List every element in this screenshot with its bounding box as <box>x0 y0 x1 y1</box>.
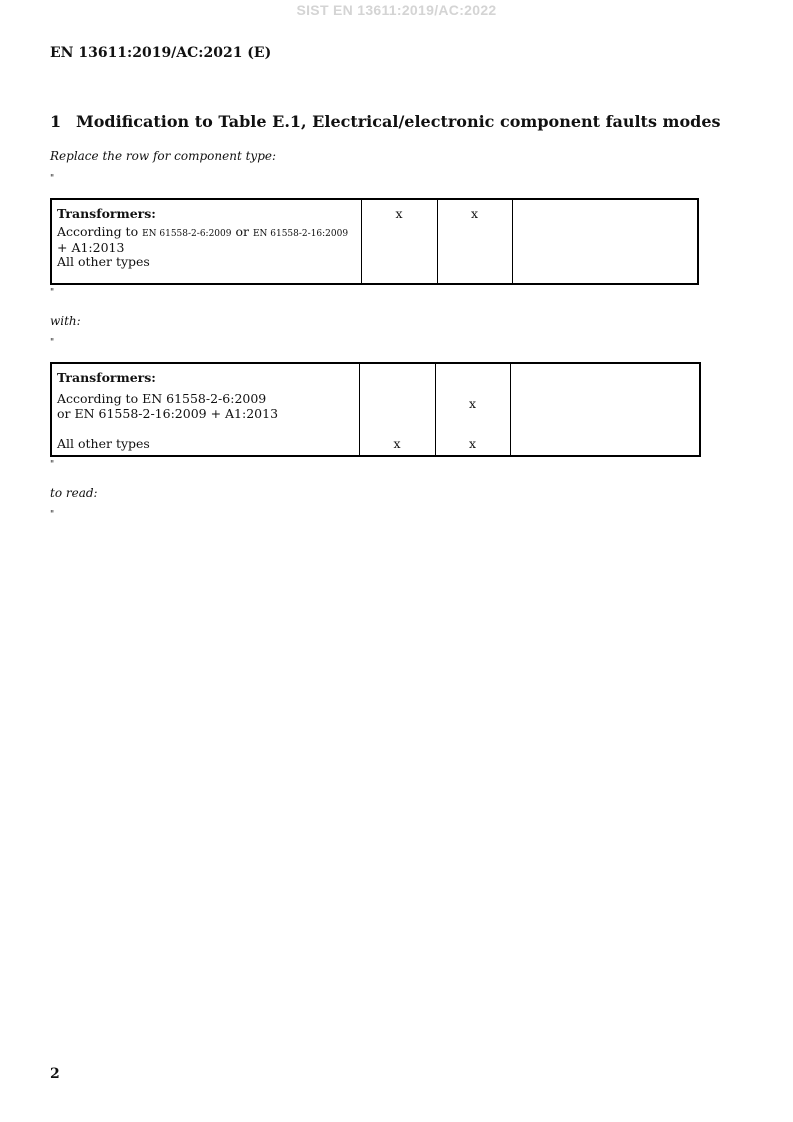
section-heading <box>50 112 721 131</box>
table2-header: Transformers: <box>57 370 156 385</box>
table1-component-cell <box>51 199 361 284</box>
table2-other-cell <box>51 433 359 456</box>
section-number: 1 <box>50 112 62 131</box>
table1-col3-mark: x <box>470 206 479 221</box>
table1-col2-mark: x <box>395 206 403 221</box>
table1-std1: EN 61558-2-6:2009 <box>142 229 232 239</box>
table2-r1-col4 <box>510 363 700 391</box>
quote-mark: " <box>50 460 55 470</box>
quote-mark: " <box>50 510 55 520</box>
table1-prefix: According to <box>57 224 143 239</box>
table2-r3-col2 <box>359 433 435 456</box>
table2-r3-col3 <box>435 433 510 456</box>
instruction-to-read: to read: <box>50 486 98 500</box>
table2-r2-col3 <box>435 391 510 433</box>
section-title: Modification to Table E.1, Electrical/electronic component faults modes <box>76 112 721 131</box>
table1-or: or <box>231 224 253 239</box>
replacement-row-table <box>50 362 701 457</box>
table2-line1: According to EN 61558-2-6:2009 <box>57 391 267 406</box>
table2-component-cell <box>51 363 359 391</box>
table2-r2-col3-mark: x <box>468 396 477 411</box>
table1-according-line <box>57 225 356 241</box>
table2-r3-col3-mark: x <box>468 436 477 451</box>
table1-col4-cell <box>512 199 698 284</box>
document-id: EN 13611:2019/AC:2021 (E) <box>50 45 272 61</box>
table1-col3-cell <box>437 199 512 284</box>
table2-r3-col2-mark: x <box>393 436 401 451</box>
table2-r3-col4 <box>510 433 700 456</box>
table2-other-types: All other types <box>57 436 150 451</box>
table2-line2: or EN 61558-2-16:2009 + A1:2013 <box>57 406 279 421</box>
quote-mark: " <box>50 338 55 348</box>
table1-amendment: + A1:2013 <box>57 240 125 255</box>
table2-r1-col3 <box>435 363 510 391</box>
table2-according-cell <box>51 391 359 433</box>
table2-r2-col4 <box>510 391 700 433</box>
quote-mark: " <box>50 288 55 298</box>
table2-r1-col2 <box>359 363 435 391</box>
table1-col2-cell <box>361 199 437 284</box>
quote-mark: " <box>50 174 55 184</box>
watermark: SIST EN 13611:2019/AC:2022 <box>296 2 497 18</box>
page-number: 2 <box>50 1066 60 1082</box>
table1-header: Transformers: <box>57 206 156 221</box>
table1-std2: EN 61558-2-16:2009 <box>252 229 349 239</box>
instruction-replace: Replace the row for component type: <box>50 149 277 163</box>
instruction-with: with: <box>50 314 81 328</box>
original-row-table <box>50 198 699 285</box>
table2-r2-col2 <box>359 391 435 433</box>
table1-other-types: All other types <box>57 254 150 269</box>
